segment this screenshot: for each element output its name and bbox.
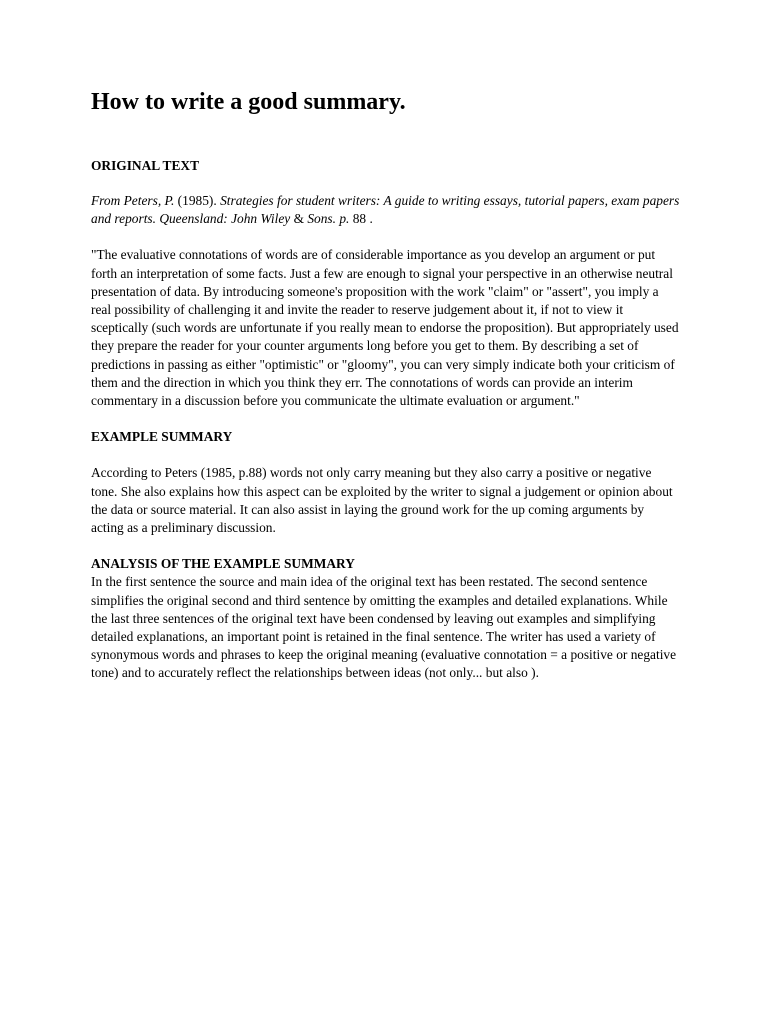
analysis-heading: ANALYSIS OF THE EXAMPLE SUMMARY bbox=[91, 556, 355, 572]
citation-work: Strategies for student writers: A guide to writing essays, tutorial papers, exam papers and reports. Queensland: John Wiley bbox=[91, 193, 680, 227]
original-text-heading: ORIGINAL TEXT bbox=[91, 157, 200, 173]
example-summary-paragraph: According to Peters (1985, p.88) words not only carry meaning but they also carry a positive or negative tone. She also explains how this aspect can be exploited by the writer to signal a judgement or opinion about the data or source material. It can also assist in laying the ground work for the up coming arguments by acting as a preliminary discussion. bbox=[91, 465, 673, 536]
citation-year: (1985). bbox=[177, 193, 221, 208]
citation-page: 88 . bbox=[352, 211, 373, 227]
citation-publisher: Sons. p. bbox=[307, 211, 353, 227]
citation bbox=[91, 192, 680, 228]
page-title: How to write a good summary. bbox=[91, 89, 406, 115]
original-text-paragraph: "The evaluative connotations of words are of considerable importance as you develop an argument or put forth an interpretation of some facts. Just a few are enough to signal your perspective in an otherwise neutral presentation of data. By introducing someone's proposition with the work "claim" or "assert", you imply a real possibility of challenging it and invite the reader to reserve judgement about it, if not to view it sceptically (such words are unfortunate if you really mean to endorse the proposition). But appropriately used they prepare the reader for your counter arguments long before you get to them. By describing a set of predictions in passing as either "optimistic" or "gloomy", you can very simply indicate both your criticism of them and the direction in which you think they err. The connotations of words can provide an interim commentary in a discussion before you communicate the ultimate evaluation or argument." bbox=[91, 247, 679, 409]
citation-ampersand: & bbox=[293, 211, 308, 227]
example-summary-heading: EXAMPLE SUMMARY bbox=[91, 429, 233, 445]
analysis-paragraph: In the first sentence the source and main idea of the original text has been restated. The second sentence simplifies the original second and third sentence by omitting the examples and detailed explanations. While the last three sentences of the original text have been condensed by leaving out examples and simplifying detailed explanations, an important point is retained in the final sentence. The writer has used a variety of synonymous words and phrases to keep the original meaning (evaluative connotation = a positive or negative tone) and to accurately reflect the relationships between ideas (not only... but also ). bbox=[91, 574, 677, 681]
citation-author: From Peters, P. bbox=[91, 193, 178, 208]
